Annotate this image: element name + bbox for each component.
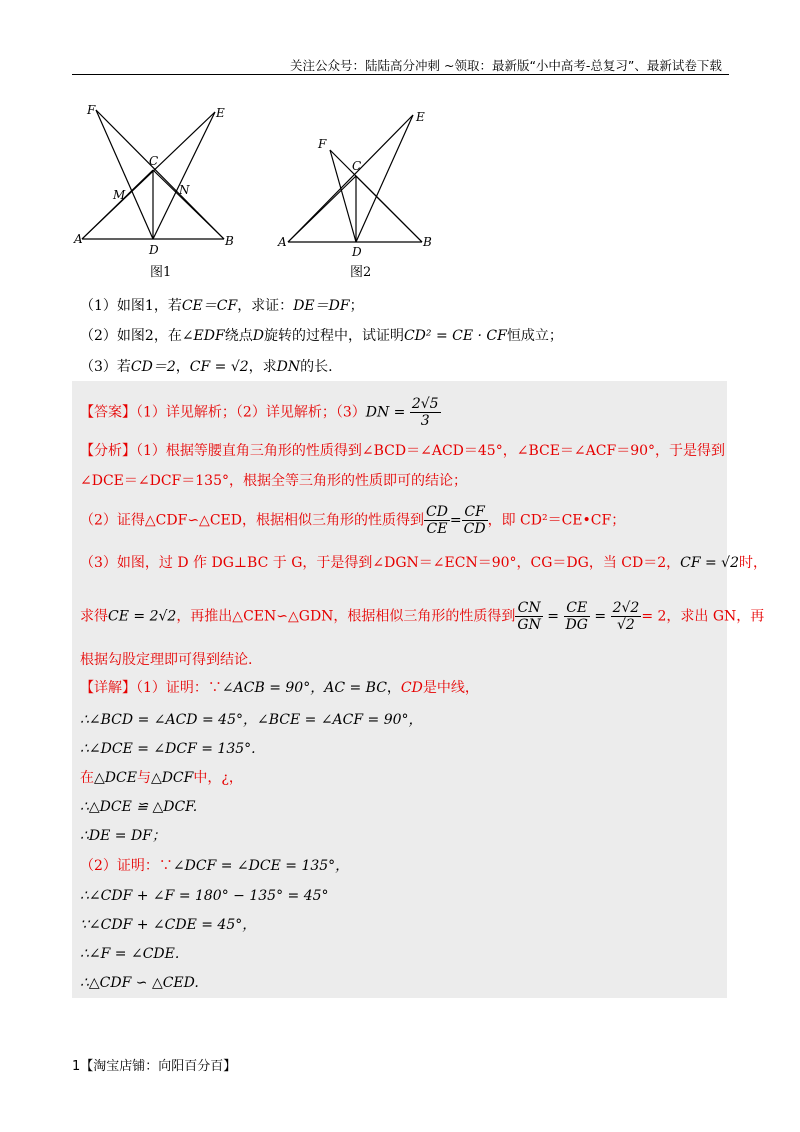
detail-line-9: ∵∠CDF + ∠CDE = 45°，	[80, 917, 257, 933]
detail-line-6: ∴DE = DF；	[80, 828, 166, 844]
analysis-tag: 【分析】	[80, 443, 136, 459]
analysis-line-3: （2）证得△CDF∽△CED，根据相似三角形的性质得到 $\frac{CD}{CE}$ = $\frac{CF}{CD}$ ，即 CD²＝CE•CF；	[80, 504, 626, 537]
fig2-label-E: E	[416, 110, 425, 124]
detail-line-2: ∴∠BCD = ∠ACD = 45°，∠BCE = ∠ACF = 90°，	[80, 712, 423, 728]
fig2-label-A: A	[278, 235, 287, 249]
detail-line-1: 【详解】（1）证明：∵∠ACB = 90°，AC = BC，CD是中线，	[80, 680, 479, 696]
fig1-label-A: A	[74, 232, 83, 246]
detail-line-10: ∴∠F = ∠CDE.	[80, 946, 180, 962]
question-3: （3）若CD＝2，CF = √2，求DN的长.	[80, 359, 333, 375]
detail-line-4: 在△DCE与△DCF中，¿，	[80, 770, 243, 786]
fig1-label-M: M	[113, 188, 126, 202]
fig1-label-C: C	[149, 154, 159, 168]
page-footer: 1【淘宝店铺：向阳百分百】	[72, 1059, 237, 1074]
fig2-caption: 图2	[350, 265, 372, 280]
question-1: （1）如图1，若CE＝CF，求证：DE＝DF；	[80, 298, 364, 314]
answer-line: 【答案】（1）详见解析；（2）详见解析；（3）DN = $\frac{2√5}{3}$	[80, 396, 439, 429]
detail-line-8: ∴∠CDF + ∠F = 180° − 135° = 45°	[80, 888, 329, 904]
analysis-line-2: ∠DCE＝∠DCF＝135°，根据全等三角形的性质即可的结论；	[80, 473, 467, 489]
fig2-label-F: F	[318, 137, 327, 151]
fig1-label-E: E	[216, 106, 225, 120]
figure-1	[72, 98, 252, 283]
fig1-label-D: D	[149, 243, 159, 257]
detail-line-3: ∴∠DCE = ∠DCF = 135°.	[80, 741, 256, 757]
question-2: （2）如图2，在∠EDF绕点D旋转的过程中，试证明CD² = CE · CF恒成立；	[80, 328, 563, 344]
analysis-line-4: （3）如图，过 D 作 DG⊥BC 于 G，于是得到∠DGN＝∠ECN＝90°，CG＝DG，当 CD＝2，CF = √2时，	[80, 555, 768, 571]
fig1-caption: 图1	[150, 265, 172, 280]
fig1-label-F: F	[87, 103, 96, 117]
fig2-label-D: D	[352, 245, 362, 259]
detail-tag: 【详解】	[80, 680, 136, 696]
figure-2	[270, 98, 445, 283]
page-header: 关注公众号：陆陆高分冲刺 ~领取：最新版“小中高考-总复习”、最新试卷下载	[290, 58, 722, 73]
fig2-label-B: B	[423, 235, 432, 249]
detail-line-7: （2）证明：∵∠DCF = ∠DCE = 135°，	[80, 858, 350, 874]
fig1-label-B: B	[225, 234, 234, 248]
answer-tag: 【答案】	[80, 404, 136, 421]
fig2-label-C: C	[352, 159, 362, 173]
detail-line-11: ∴△CDF ∽ △CED.	[80, 975, 199, 991]
analysis-line-6: 根据勾股定理即可得到结论.	[80, 652, 253, 668]
analysis-line-1: 【分析】（1）根据等腰直角三角形的性质得到∠BCD＝∠ACD＝45°，∠BCE＝∠ACF＝90°，于是得到	[80, 443, 726, 459]
header-rule	[72, 74, 729, 75]
analysis-line-5: 求得CE = 2√2，再推出△CEN∽△GDN，根据相似三角形的性质得到 $\frac{CN}{GN}$ = $\frac{CE}{DG}$ = $\frac{2√2}{√2}$ = 2，求出 GN，再	[80, 600, 765, 633]
detail-line-5: ∴△DCE ≌ △DCF.	[80, 799, 198, 815]
fig1-label-N: N	[179, 183, 190, 197]
